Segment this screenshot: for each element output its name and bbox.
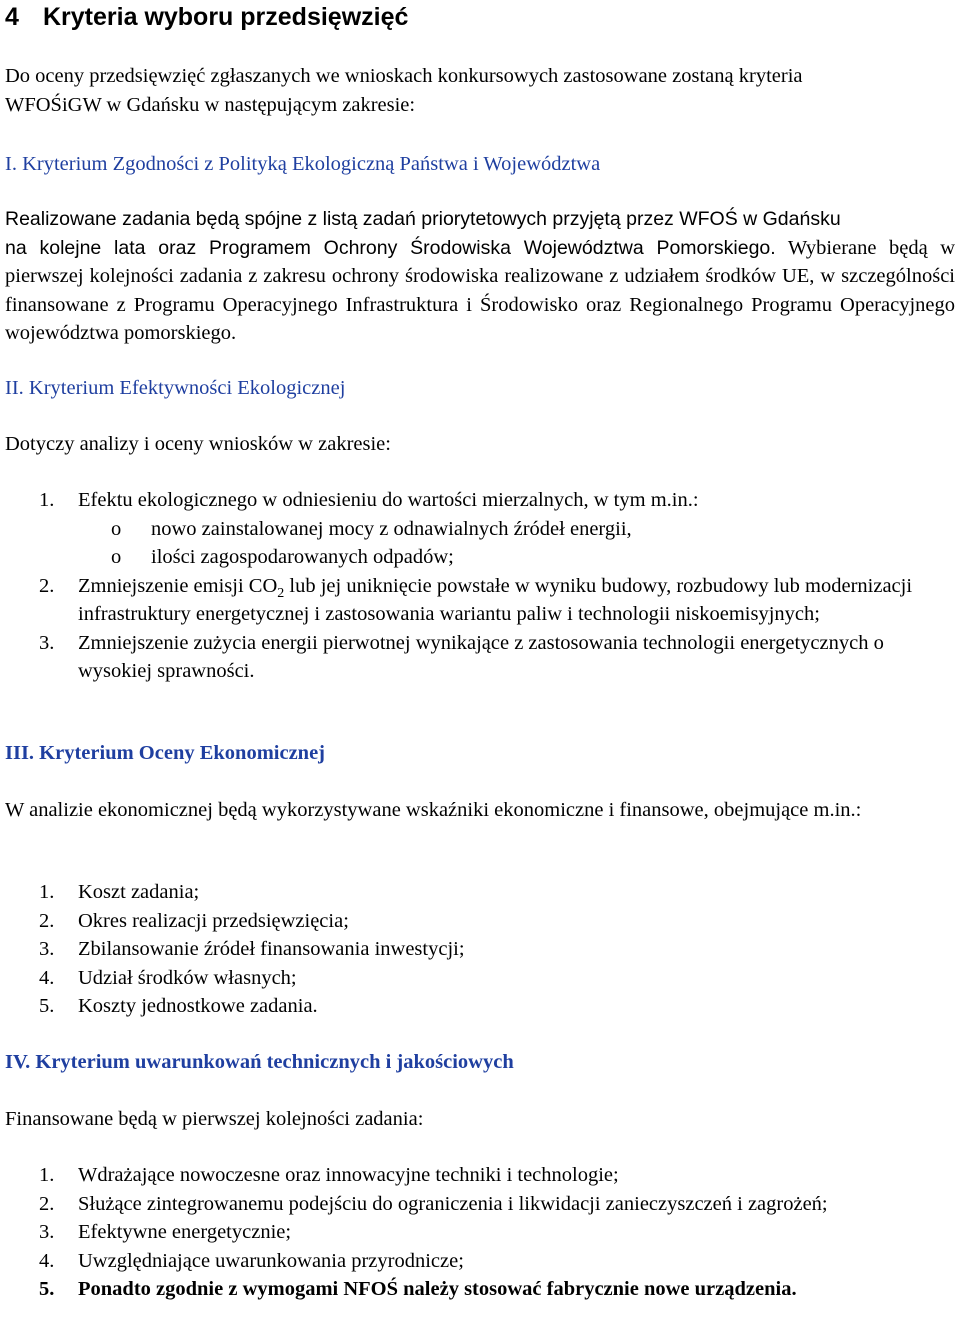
section-1-heading: I. Kryterium Zgodności z Polityką Ekologiczną Państwa i Województwa — [5, 153, 601, 175]
list-item — [5, 1247, 955, 1276]
list-item-text: Efektu ekologicznego w odniesieniu do wartości mierzalnych, w tym m.in.: — [78, 489, 699, 511]
intro-line: WFOŚiGW w Gdańsku w następującym zakresie: — [5, 93, 416, 116]
list-item-text: Wdrażające nowoczesne oraz innowacyjne techniki i technologie; — [78, 1164, 619, 1186]
list-item — [5, 1218, 955, 1247]
list-item — [5, 964, 955, 993]
list-number: 3. — [39, 938, 55, 960]
section-1-line-sans: Realizowane zadania będą spójne z listą zadań priorytetowych przyjętą przez WFOŚ w Gdańsku — [5, 208, 841, 230]
sub-list-item-text: nowo zainstalowanej mocy z odnawialnych źródeł energii, — [151, 517, 632, 540]
list-item — [5, 992, 955, 1021]
list-item — [5, 935, 955, 964]
list-number: 3. — [39, 1221, 55, 1243]
list-item — [5, 572, 955, 629]
intro-paragraph — [5, 62, 955, 119]
subscript: 2 — [277, 585, 285, 601]
bullet-marker: o — [111, 517, 122, 540]
list-item-text: Uwzględniające uwarunkowania przyrodnicze; — [78, 1249, 464, 1272]
list-item-text: Okres realizacji przedsięwzięcia; — [78, 909, 349, 932]
list-number: 2. — [39, 1192, 55, 1215]
list-item-text: Zmniejszenie emisji CO — [78, 574, 278, 597]
sub-list-item — [5, 515, 955, 544]
list-item-text: lub jej uniknięcie powstałe w wyniku budowy, rozbudowy lub modernizacji infrastruktury energetycznej i zastosowania wariantu paliw i technologii niskoemisyjnych; — [78, 574, 913, 625]
list-number: 5. — [39, 995, 55, 1017]
section-3-list — [5, 878, 955, 1021]
list-item — [5, 1275, 955, 1304]
list-number: 3. — [39, 631, 55, 654]
sub-list-item — [5, 543, 955, 572]
section-2-list — [5, 486, 955, 686]
list-number: 5. — [39, 1278, 55, 1300]
list-item-text: Zbilansowanie źródeł finansowania inwestycji; — [78, 938, 465, 960]
chapter-number: 4 — [5, 3, 19, 31]
list-item-text: Udział środków własnych; — [78, 966, 297, 989]
list-number: 2. — [39, 574, 55, 597]
section-1-line-sans: na kolejne lata oraz Programem Ochrony Środowiska Województwa Pomorskiego. — [5, 236, 776, 259]
list-number: 2. — [39, 909, 55, 932]
section-3-heading: III. Kryterium Oceny Ekonomicznej — [5, 742, 325, 764]
list-item — [5, 907, 955, 936]
list-item-text: Koszty jednostkowe zadania. — [78, 995, 318, 1017]
section-2-heading: II. Kryterium Efektywności Ekologicznej — [5, 377, 346, 399]
intro-line: Do oceny przedsięwzięć zgłaszanych we wnioskach konkursowych zastosowane zostaną kryteria — [5, 65, 803, 87]
section-4-heading: IV. Kryterium uwarunkowań technicznych i jakościowych — [5, 1051, 514, 1073]
section-1-text: Wybierane będą w pierwszej kolejności zadania z zakresu ochrony środowiska realizowane z udziałem środków UE, w szczególności finansowane z Programu Operacyjnego Infrastruktura i Środowisko oraz Regionalnego Programu Operacyjnego województwa pomorskiego. — [5, 236, 955, 344]
chapter-title — [5, 2, 408, 32]
section-3-intro: W analizie ekonomicznej będą wykorzystywane wskaźniki ekonomiczne i finansowe, obejmujące m.in.: — [5, 799, 862, 821]
list-item-text: Efektywne energetycznie; — [78, 1221, 292, 1243]
list-item-text: Służące zintegrowanemu podejściu do ograniczenia i likwidacji zanieczyszczeń i zagrożeń; — [78, 1192, 828, 1215]
list-item — [5, 1190, 955, 1219]
bullet-marker: o — [111, 546, 122, 568]
list-number: 1. — [39, 881, 55, 903]
sub-list-item-text: ilości zagospodarowanych odpadów; — [151, 546, 454, 568]
list-number: 1. — [39, 489, 55, 511]
list-item — [5, 486, 955, 515]
list-item — [5, 878, 955, 907]
section-4-intro: Finansowane będą w pierwszej kolejności zadania: — [5, 1108, 424, 1130]
section-1-paragraph — [5, 205, 955, 348]
list-item — [5, 629, 955, 686]
list-number: 4. — [39, 966, 55, 989]
list-item-text: Ponadto zgodnie z wymogami NFOŚ należy stosować fabrycznie nowe urządzenia. — [78, 1278, 797, 1300]
section-4-list — [5, 1161, 955, 1304]
chapter-title-text: Kryteria wyboru przedsięwzięć — [43, 3, 409, 31]
list-item — [5, 1161, 955, 1190]
list-item-text: Koszt zadania; — [78, 881, 200, 903]
list-number: 1. — [39, 1164, 55, 1186]
list-number: 4. — [39, 1249, 55, 1272]
list-item-text: Zmniejszenie zużycia energii pierwotnej wynikające z zastosowania technologii energetycznych o wysokiej sprawności. — [78, 631, 884, 682]
section-2-intro: Dotyczy analizy i oceny wniosków w zakresie: — [5, 433, 391, 455]
